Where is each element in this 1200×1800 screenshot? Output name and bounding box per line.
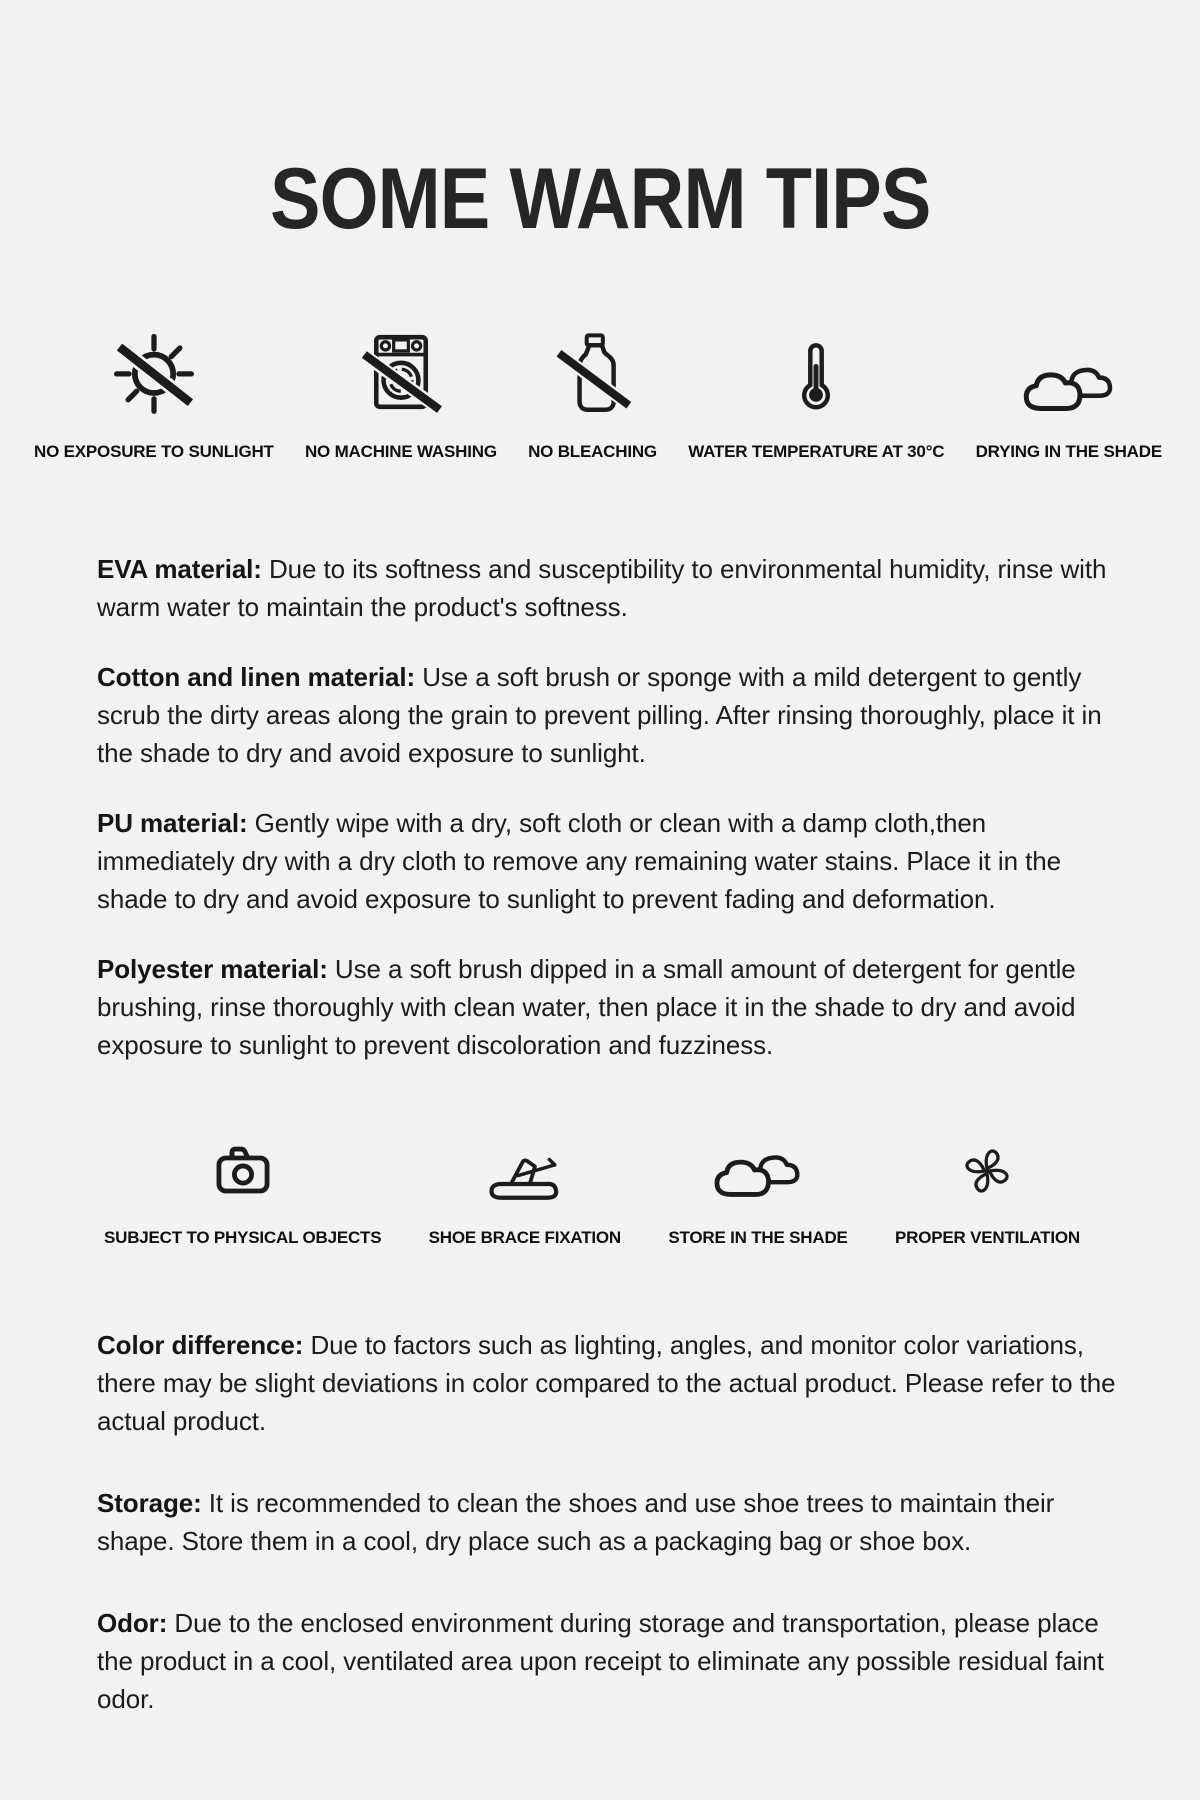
care-item-shoe-brace [429,1128,621,1248]
paragraph-lead: Odor: [97,1608,168,1638]
care-item-label: SUBJECT TO PHYSICAL OBJECTS [104,1228,382,1247]
paragraph-body: Use a soft brush or sponge with a mild detergent to gently scrub the dirty areas along the grain to prevent pilling. After rinsing thoroughly, place it in the shade to dry and avoid exposure to sunlight. [97,662,1102,768]
paragraph-body: Use a soft brush dipped in a small amount of detergent for gentle brushing, rinse thoroughly with clean water, then place it in the shade to dry and avoid exposure to sunlight to prevent discoloration and fuzziness. [97,954,1076,1060]
care-icons-row-2 [0,1128,1200,1248]
drying-in-shade-icon [1019,350,1119,416]
ventilation-fan-icon [956,1140,1018,1202]
care-icons-row-1 [0,318,1200,462]
shoe-brace-icon [483,1140,567,1202]
care-item-label: NO BLEACHING [528,442,657,461]
camera-icon [210,1136,276,1202]
care-item-drying-in-shade [976,318,1162,462]
paragraph-lead: Color difference: [97,1330,304,1360]
paragraph-lead: EVA material: [97,554,262,584]
notice-paragraph-color-difference [97,1326,1123,1440]
care-item-no-machine-washing [305,318,497,462]
care-item-store-in-shade [668,1128,847,1248]
paragraph-body: Due to the enclosed environment during storage and transportation, please place the product in a cool, ventilated area upon receipt to eliminate any possible residual faint odor. [97,1608,1104,1714]
no-sunlight-icon [108,324,200,416]
notice-section [97,1326,1123,1718]
notice-paragraph-storage [97,1484,1123,1560]
care-item-label: SHOE BRACE FIXATION [428,1228,622,1247]
store-in-shade-icon [710,1138,806,1202]
care-paragraph-cotton-linen [97,658,1123,772]
care-item-label: WATER TEMPERATURE AT 30°C [688,442,945,461]
care-item-label: NO MACHINE WASHING [304,442,497,461]
care-paragraph-polyester [97,950,1123,1064]
care-item-label: NO EXPOSURE TO SUNLIGHT [34,442,274,461]
care-item-no-sunlight [34,318,274,462]
paragraph-body: It is recommended to clean the shoes and use shoe trees to maintain their shape. Store them in a cool, dry place such as a packaging bag or shoe box. [97,1488,1055,1556]
care-item-no-bleaching [528,318,657,462]
care-item-ventilation [895,1128,1080,1248]
care-item-physical-objects [104,1128,381,1248]
paragraph-lead: Storage: [97,1488,202,1518]
water-temperature-icon [777,338,855,416]
care-item-label: DRYING IN THE SHADE [975,442,1162,461]
care-paragraph-pu [97,804,1123,918]
paragraph-lead: Cotton and linen material: [97,662,416,692]
care-item-water-temperature [688,318,944,462]
material-care-section [97,550,1123,1064]
paragraph-body: Due to factors such as lighting, angles, and monitor color variations, there may be slight deviations in color compared to the actual product. Please refer to the actual product. [97,1330,1116,1436]
no-bleaching-icon [550,330,636,416]
paragraph-lead: Polyester material: [97,954,328,984]
care-paragraph-eva [97,550,1123,626]
no-machine-washing-icon [357,328,445,416]
notice-paragraph-odor [97,1604,1123,1718]
care-item-label: STORE IN THE SHADE [668,1228,848,1247]
page-title: SOME WARM TIPS [269,151,931,247]
care-item-label: PROPER VENTILATION [894,1228,1080,1247]
page-header [0,0,1200,247]
paragraph-body: Due to its softness and susceptibility to environmental humidity, rinse with warm water to maintain the product's softness. [97,554,1107,622]
paragraph-lead: PU material: [97,808,248,838]
paragraph-body: Gently wipe with a dry, soft cloth or clean with a damp cloth,then immediately dry with a dry cloth to remove any remaining water stains. Place it in the shade to dry and avoid exposure to sunlight to prevent fading and deformation. [97,808,1061,914]
